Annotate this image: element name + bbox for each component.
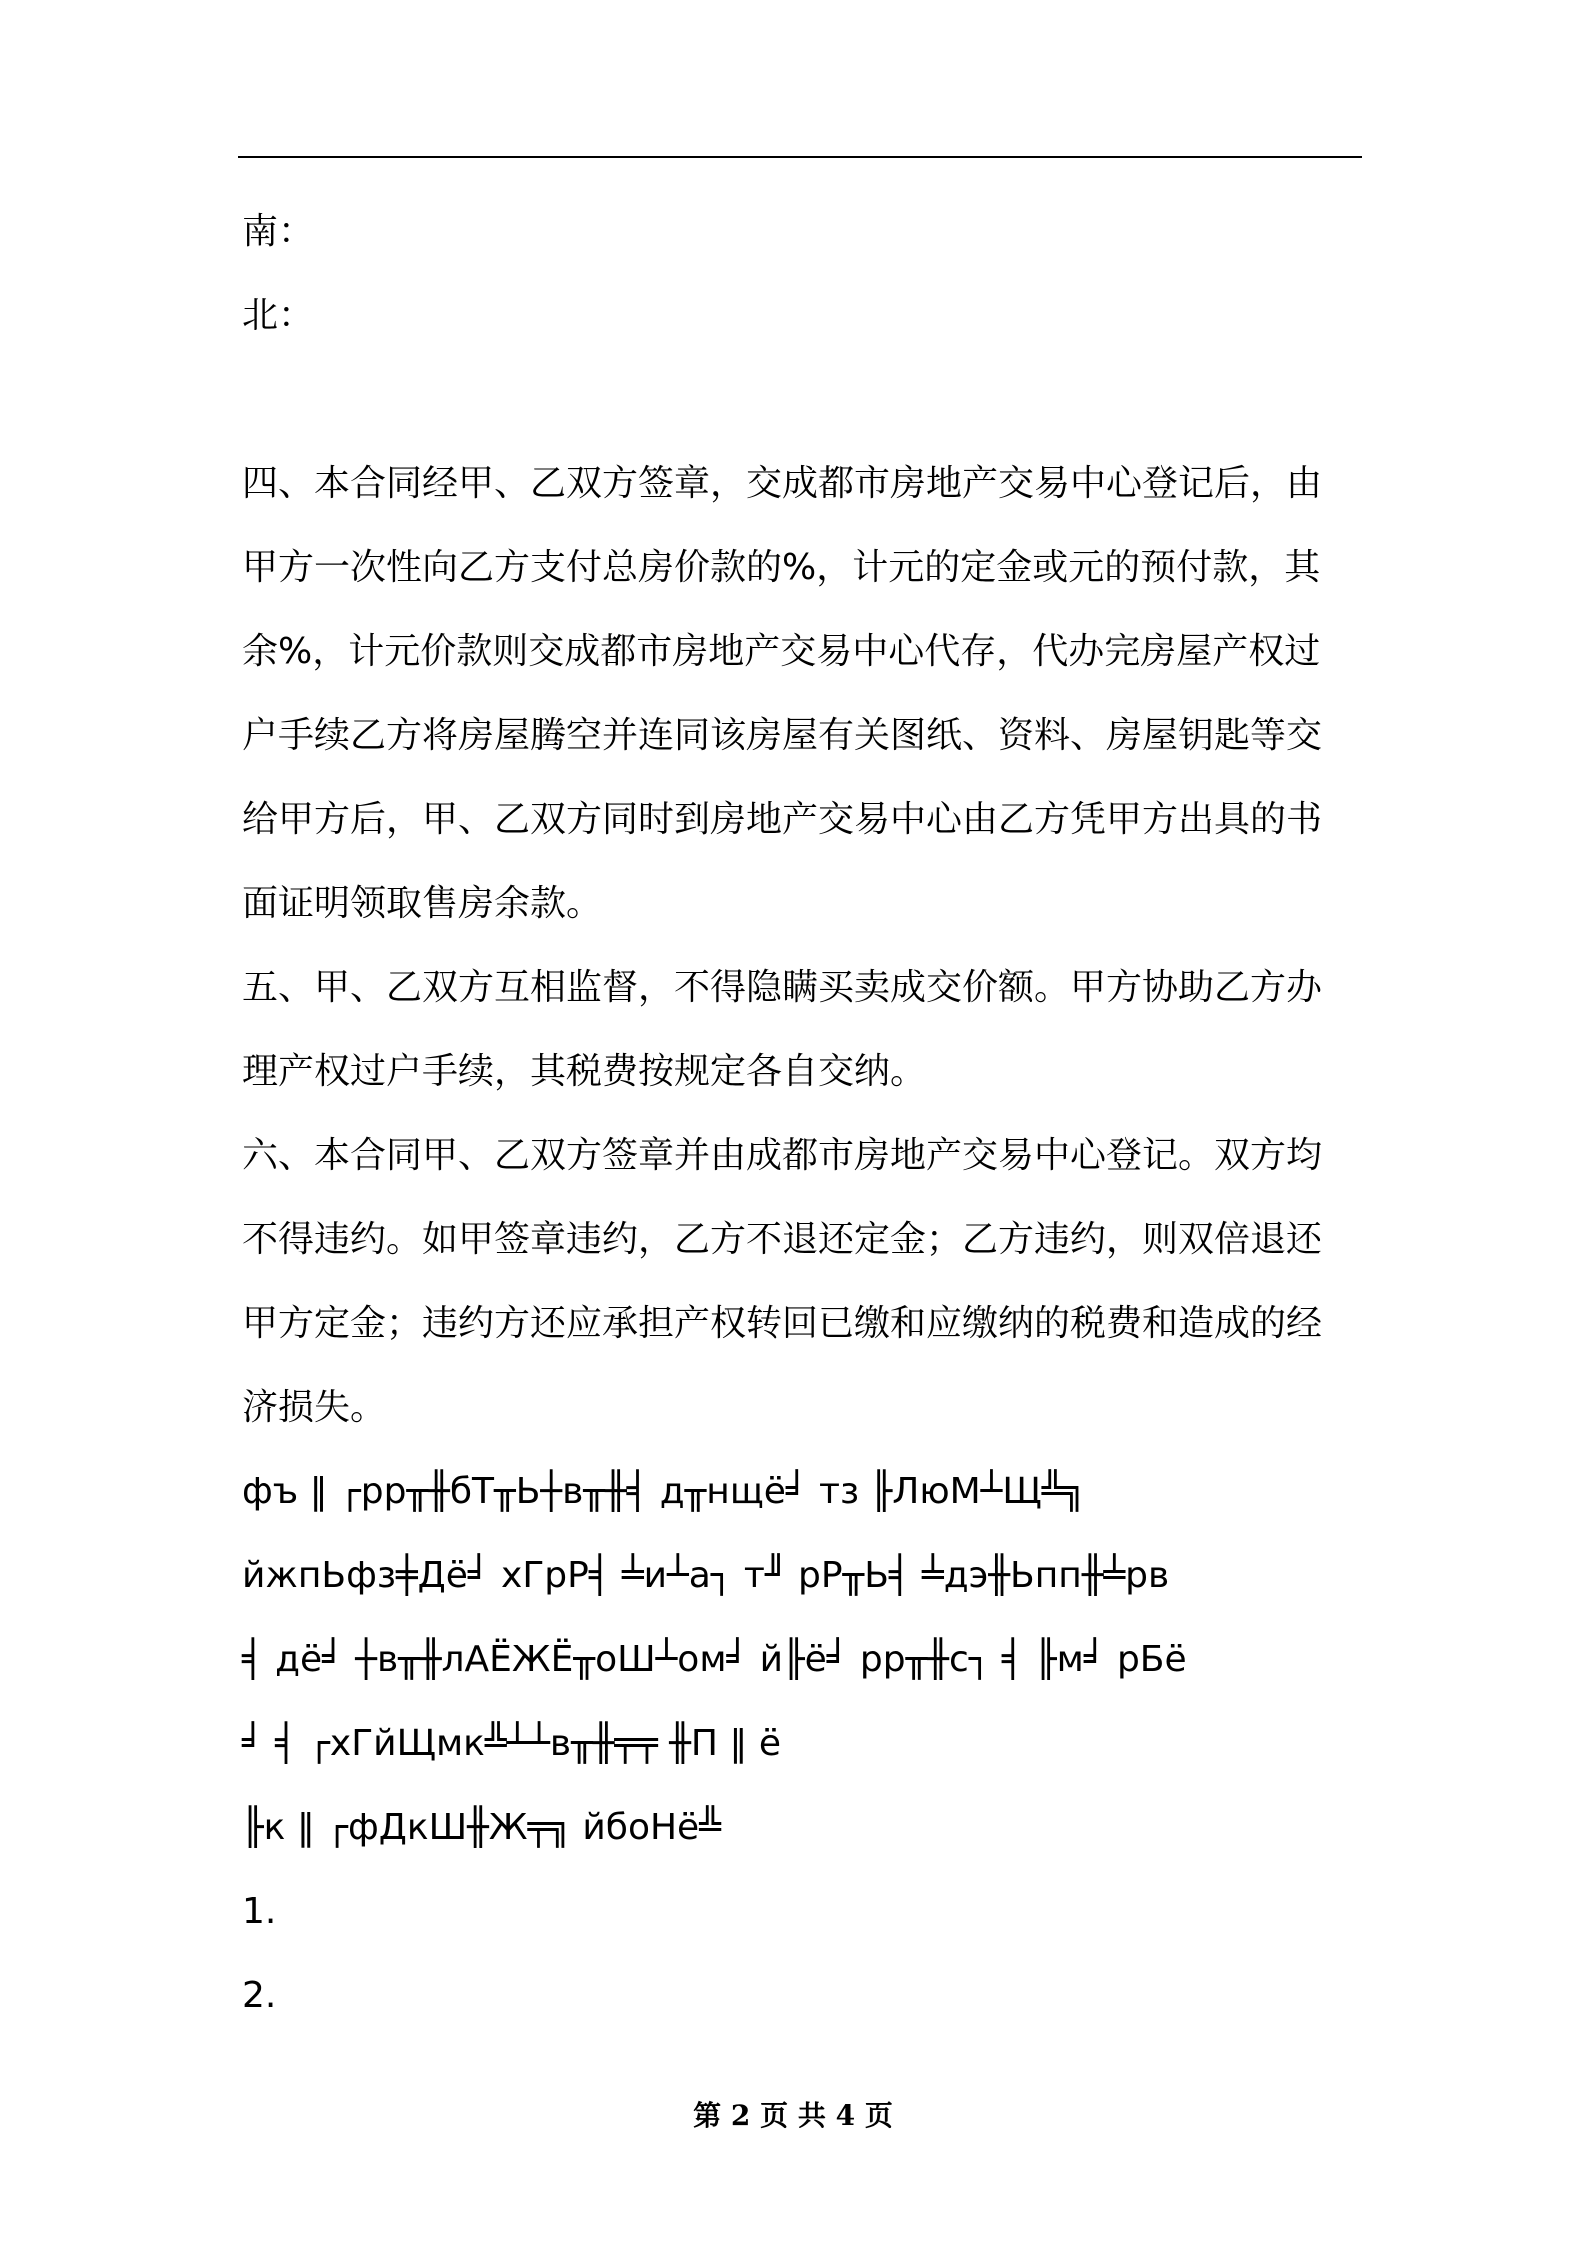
text-line-south: 南： — [242, 211, 315, 252]
clause-six-line-1: 六、本合同甲、乙双方签章并由成都市房地产交易中心登记。双方均 — [242, 1135, 1323, 1176]
clause-four-line-6: 面证明领取售房余款。 — [242, 883, 603, 924]
page-number-footer: 第 2 页 共 4 页 — [693, 2099, 893, 2132]
clause-six-line-4: 济损失。 — [242, 1387, 387, 1428]
text-line-north: 北： — [242, 295, 315, 336]
clause-five-line-1: 五、甲、乙双方互相监督，不得隐瞒买卖成交价额。甲方协助乙方办 — [242, 967, 1323, 1008]
garbled-text-line-3: ╡ дё╛ ┼в╥╫лАЁЖЁ╥оШ┴ом╛ й╟ё╛ рр╥╫с┐ ╡ ╟м╛ рБё — [242, 1639, 1187, 1680]
header-rule — [238, 156, 1362, 158]
clause-four-line-5: 给甲方后，甲、乙双方同时到房地产交易中心由乙方凭甲方出具的书 — [242, 799, 1323, 840]
clause-four-line-1: 四、本合同经甲、乙双方签章，交成都市房地产交易中心登记后，由 — [242, 463, 1323, 504]
clause-four-line-4: 户手续乙方将房屋腾空并连同该房屋有关图纸、资料、房屋钥匙等交 — [242, 715, 1323, 756]
garbled-text-line-1: фъ ‖ ┌рр╥╫бТ╥Ь┼в╥╫╡ д╥нщё╛ тз ╟ЛюМ┴Щ╩╗ — [242, 1471, 1086, 1512]
clause-four-line-3: 余%，计元价款则交成都市房地产交易中心代存，代办完房屋产权过 — [242, 631, 1321, 672]
blank-line — [242, 358, 1362, 442]
clause-six-line-3: 甲方定金；违约方还应承担产权转回已缴和应缴纳的税费和造成的经 — [242, 1303, 1323, 1344]
clause-six-line-2: 不得违约。如甲签章违约，乙方不退还定金；乙方违约，则双倍退还 — [242, 1219, 1323, 1260]
garbled-text-line-2: йжпЬфз╪Дё╛ хГрР╡ ╧и┴а┐ т╜ рР╥Ь╡ ╧дэ╫Ьпп╫╧рв — [242, 1555, 1170, 1596]
garbled-text-line-4: ╛ ╡ ┌хГйЩмк╩┴┴в╥╫╤╤ ╫П ‖ ё — [242, 1723, 781, 1764]
garbled-text-line-5: ╟к ‖ ┌фДкШ╫Ж╤╗ йбоНё╩ — [242, 1807, 721, 1848]
clause-four-line-2: 甲方一次性向乙方支付总房价款的%，计元的定金或元的预付款，其 — [242, 547, 1321, 588]
document-body — [242, 190, 1362, 2038]
clause-five-line-2: 理产权过户手续，其税费按规定各自交纳。 — [242, 1051, 927, 1092]
list-item-2: 2. — [242, 1975, 277, 2016]
list-item-1: 1. — [242, 1891, 277, 1932]
